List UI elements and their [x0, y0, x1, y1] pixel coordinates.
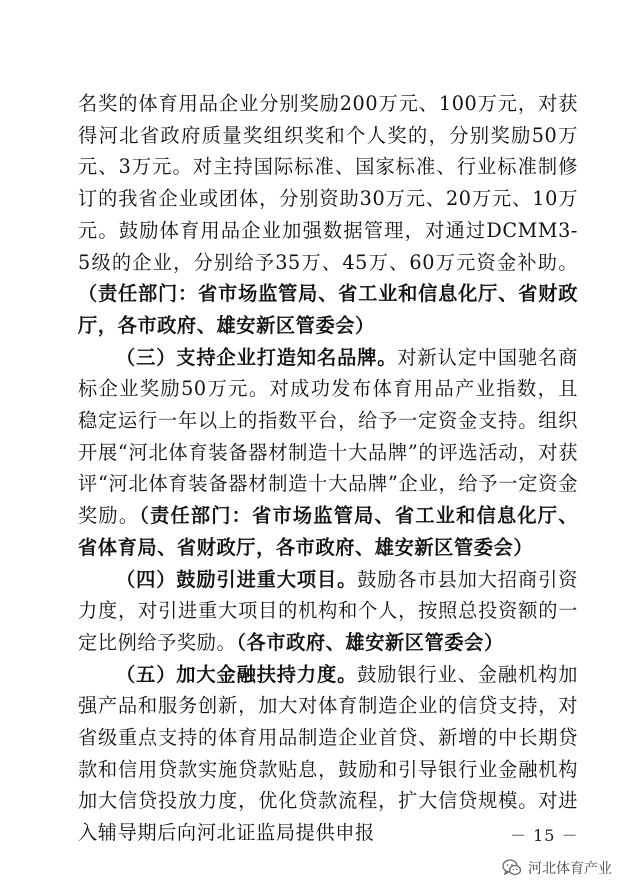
paragraph-text: 鼓励各市县加大招商引资力度，对引进重大项目的机构和个人，按照总投资额的一定比例给予奖励。: [78, 567, 578, 654]
section-heading: （五）加大金融扶持力度。: [116, 662, 358, 686]
watermark-text: 河北体育产业: [528, 861, 612, 877]
paragraph: [78, 342, 578, 564]
paragraph: [78, 564, 578, 659]
paragraph: [78, 88, 578, 342]
paragraph-text: 鼓励银行业、金融机构加强产品和服务创新，加大对体育制造企业的信贷支持，对省级重点支持的体育用品制造企业首贷、新增的中长期贷款和信用贷款实施贷款贴息，鼓励和引导银行业金融机构加大信贷投放力度，优化贷款流程，扩大信贷规模。对进入辅导期后向河北证监局提供申报: [78, 662, 578, 845]
responsible-departments: （责任部门：省市场监管局、省工业和信息化厅、省体育局、省财政厅，各市政府、雄安新区管委会）: [78, 504, 578, 559]
paragraph: [78, 659, 578, 849]
responsible-departments: （责任部门：省市场监管局、省工业和信息化厅、省财政厅，各市政府、雄安新区管委会）: [78, 282, 578, 337]
section-heading: （三）支持企业打造知名品牌。: [116, 345, 398, 369]
section-heading: （四）鼓励引进重大项目。: [116, 567, 358, 591]
paragraph-text: 名奖的体育用品企业分别奖励200万元、100万元，对获得河北省政府质量奖组织奖和个人奖的，分别奖励50万元、3万元。对主持国际标准、国家标准、行业标准制修订的我省企业或团体，分别资助30万元、20万元、10万元。鼓励体育用品企业加强数据管理，对通过DCMM3-5级的企业，分别给予35万、45万、60万元资金补助。: [78, 92, 578, 274]
document-body: [78, 88, 578, 849]
page-number: － 15 －: [510, 826, 579, 845]
wechat-icon: [502, 858, 522, 878]
source-watermark: [502, 857, 612, 879]
paragraph-text: 对新认定中国驰名商标企业奖励50万元。对成功发布体育用品产业指数，且稳定运行一年以上的指数平台，给予一定资金支持。组织开展“河北体育装备器材制造十大品牌”的评选活动，对获评“河北体育装备器材制造十大品牌”企业，给予一定资金奖励。: [78, 345, 578, 528]
responsible-departments: （各市政府、雄安新区管委会）: [236, 630, 504, 654]
